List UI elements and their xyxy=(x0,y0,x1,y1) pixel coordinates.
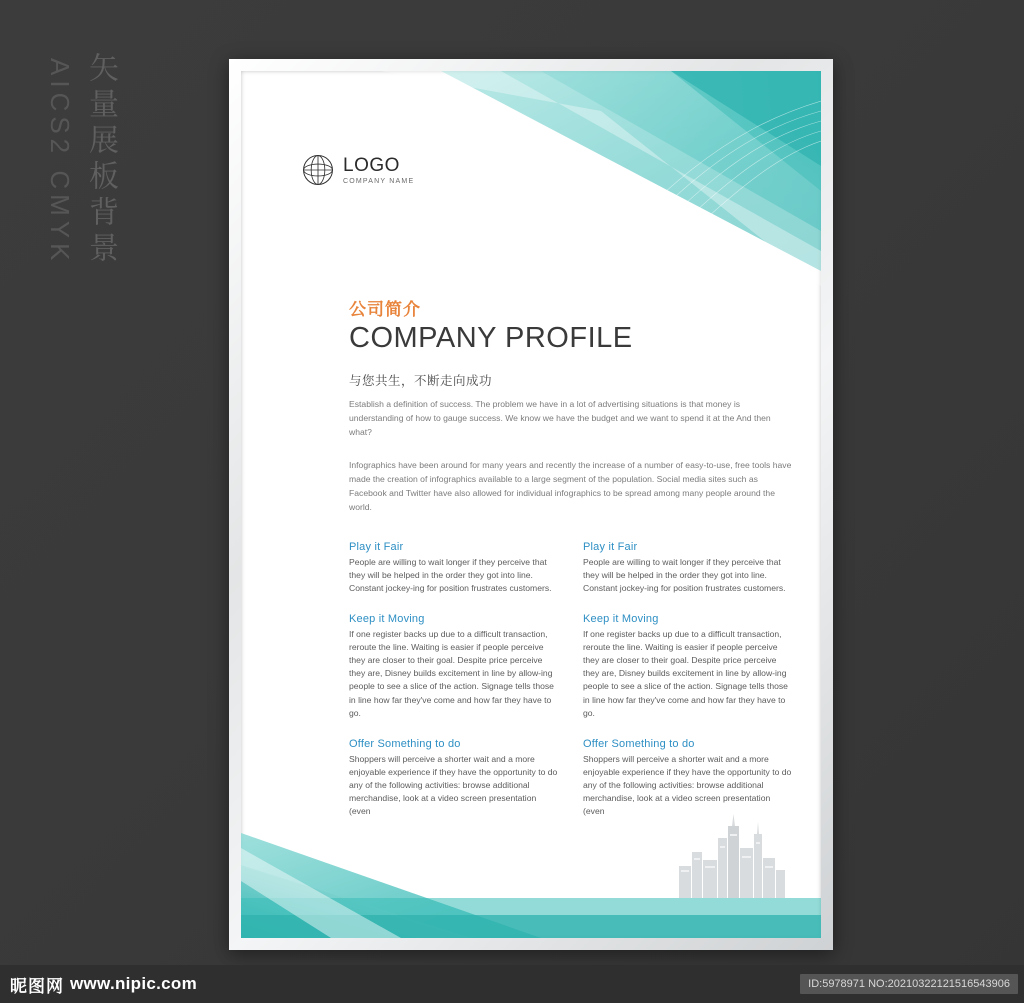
footer-bar xyxy=(0,965,1024,1003)
text-block xyxy=(583,541,793,595)
intro-paragraph: Establish a definition of success. The problem we have in a lot of advertising situations is that money is understanding of how to gauge success. We know we have the budget and we want to spend it at the And then what? xyxy=(349,399,771,438)
section-title-chinese: 公司简介 xyxy=(349,300,421,319)
block-body: If one register backs up due to a difficult transaction, reroute the line. Waiting is easier if people perceive they are closer to their goal. Despite price perceive they are, Disney builds excitement in line by allow-ing people to see a slice of the action. Signage tells those in line how far they've come and how far they have to go. xyxy=(349,629,554,718)
block-body: People are willing to wait longer if they perceive that they will be helped in the order they got into line. Constant jockey-ing for position frustrates customers. xyxy=(583,557,786,594)
column-left xyxy=(349,541,559,836)
block-heading: Keep it Moving xyxy=(583,613,659,626)
company-logo xyxy=(301,153,414,187)
text-block xyxy=(349,613,559,719)
column-right xyxy=(583,541,793,836)
slogan-text: 与您共生，不断走向成功 xyxy=(349,374,493,388)
text-block xyxy=(349,541,559,595)
asset-id-label: ID:5978971 NO:20210322121516543906 xyxy=(800,974,1018,994)
block-heading: Offer Something to do xyxy=(349,737,461,750)
profile-content xyxy=(349,295,793,530)
watermark-english: AICS2 CMYK xyxy=(45,58,75,266)
block-body: Shoppers will perceive a shorter wait and a more enjoyable experience if they have the opportunity to do any of the following activities: browse additional merchandise, look at a video screen presentation (even xyxy=(349,753,558,816)
secondary-paragraph: Infographics have been around for many years and recently the increase of a number of easy-to-use, free tools have made the creation of infographics available to a large segment of the population. Social media sites such as Facebook and Twitter have also allowed for individual infographics to be spread among many people around the world. xyxy=(349,459,792,513)
block-heading: Offer Something to do xyxy=(583,737,695,750)
block-heading: Play it Fair xyxy=(583,541,638,553)
block-body: If one register backs up due to a difficult transaction, reroute the line. Waiting is easier if people perceive they are closer to their goal. Despite price perceive they are, Disney builds excitement in line by allow-ing people to see a slice of the action. Signage tells those in line how far they've come and how far they have to go. xyxy=(583,629,788,718)
logo-subtext: COMPANY NAME xyxy=(343,177,415,185)
logo-text: LOGO xyxy=(343,154,400,176)
text-block xyxy=(349,738,559,818)
site-name-chinese: 昵图网 xyxy=(10,976,64,996)
block-body: People are willing to wait longer if they perceive that they will be helped in the order they got into line. Constant jockey-ing for position frustrates customers. xyxy=(349,557,552,594)
text-block xyxy=(583,613,793,719)
section-title-english: COMPANY PROFILE xyxy=(349,322,633,354)
poster-frame xyxy=(229,59,833,950)
block-heading: Keep it Moving xyxy=(349,613,425,626)
globe-icon xyxy=(301,153,335,187)
block-body: Shoppers will perceive a shorter wait and a more enjoyable experience if they have the opportunity to do any of the following activities: browse additional merchandise, look at a video screen presentation (even xyxy=(583,753,792,816)
poster-canvas xyxy=(241,71,821,938)
text-block xyxy=(583,738,793,818)
site-branding xyxy=(0,972,197,997)
two-column-section xyxy=(349,541,793,836)
block-heading: Play it Fair xyxy=(349,541,404,553)
site-url: www.nipic.com xyxy=(70,974,198,993)
watermark-chinese: 矢量展板背景 xyxy=(84,52,117,268)
